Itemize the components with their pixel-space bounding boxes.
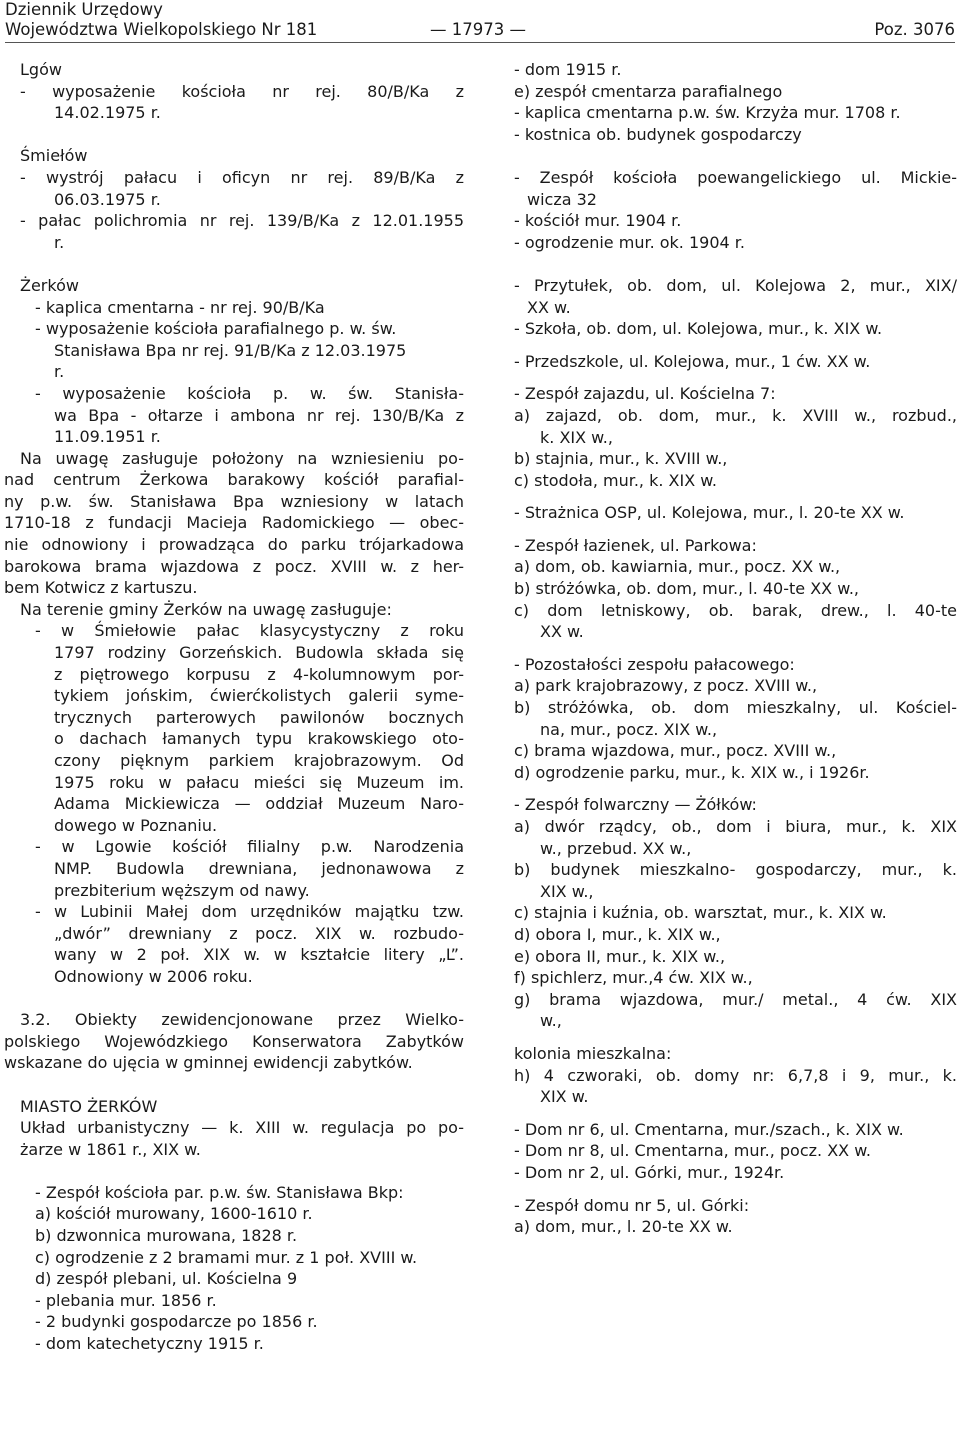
paragraph-spacer [514, 253, 957, 275]
paragraph-spacer [514, 145, 957, 167]
paragraph-spacer [514, 524, 957, 535]
text-line: - kaplica cmentarna p.w. św. Krzyża mur. 1708 r. [514, 103, 901, 123]
text-line: - Zespół zajazdu, ul. Kościelna 7: [514, 384, 776, 404]
text-line: barokowa brama wjazdowa z pocz. XVIII w. z her- [4, 556, 464, 576]
text-line: Adama Mickiewicza — oddział Muzeum Naro- [54, 794, 464, 814]
text-line: b) stajnia, mur., k. XVIII w., [514, 449, 728, 469]
text-line: - Dom nr 8, ul. Cmentarna, mur., pocz. XX w. [514, 1141, 871, 1161]
paragraph-spacer [4, 1074, 464, 1096]
text-line: - Pozostałości zespołu pałacowego: [514, 654, 795, 674]
text-line: - kostnica ob. budynek gospodarczy [514, 124, 802, 144]
text-line: prezbiterium węższym od nawy. [54, 880, 310, 900]
text-line: w., [540, 1011, 562, 1031]
text-line: bem Kotwicz z kartuszu. [4, 578, 198, 598]
text-line: Na terenie gminy Żerków na uwagę zasługuje: [20, 599, 392, 619]
text-line: Śmiełów [20, 146, 88, 166]
paragraph-spacer [4, 988, 464, 1010]
page-header [5, 0, 955, 43]
text-line: ny p.w. św. Stanisława Bpa wzniesiony w latach [4, 491, 464, 511]
text-line: - w Lubinii Małej dom urzędników majątku tzw. [35, 902, 464, 922]
text-line: - kaplica cmentarna - nr rej. 90/B/Ka [35, 297, 325, 317]
text-line: wa Bpa - ołtarze i ambona nr rej. 130/B/Ka z [54, 405, 464, 425]
paragraph-spacer [514, 372, 957, 383]
text-line: c) dom letniskowy, ob. barak, drew., l. 40-te [514, 600, 957, 620]
paragraph-spacer [514, 643, 957, 654]
text-line: wany w 2 poł. XIX w. w kształcie litery „L”. [54, 945, 464, 965]
text-line: 1710-18 z fundacji Macieja Radomickiego — obec- [4, 513, 464, 533]
text-line: 1797 rodziny Gorzeńskich. Budowla składa się [54, 643, 464, 663]
text-line: r. [54, 362, 65, 382]
text-line: - Dom nr 6, ul. Cmentarna, mur./szach., k. XIX w. [514, 1119, 904, 1139]
text-line: f) spichlerz, mur.,4 ćw. XIX w., [514, 968, 753, 988]
text-line: nad centrum Żerkowa barakowy kościół parafial- [4, 470, 464, 490]
text-line: XIX w., [540, 881, 594, 901]
text-line: dowego w Poznaniu. [54, 815, 218, 835]
paragraph-spacer [4, 253, 464, 275]
text-line: d) zespół plebani, ul. Kościelna 9 [35, 1269, 298, 1289]
text-line: a) park krajobrazowy, z pocz. XVIII w., [514, 676, 818, 696]
paragraph-spacer [514, 1184, 957, 1195]
text-line: o dachach łamanych typu krakowskiego oto- [54, 729, 464, 749]
text-line: a) dom, ob. kawiarnia, mur., pocz. XX w., [514, 557, 841, 577]
text-line: Żerków [20, 275, 79, 295]
text-line: - Przytułek, ob. dom, ul. Kolejowa 2, mur., XIX/ [514, 275, 957, 295]
text-line: a) kościół murowany, 1600-1610 r. [35, 1204, 313, 1224]
text-line: - wyposażenie kościoła nr rej. 80/B/Ka z [20, 81, 464, 101]
text-line: a) zajazd, ob. dom, mur., k. XVIII w., rozbud., [514, 405, 957, 425]
text-line: k. XIX w., [540, 427, 613, 447]
text-line: - w Lgowie kościół filialny p.w. Narodzenia [35, 837, 464, 857]
text-line: - Dom nr 2, ul. Górki, mur., 1924r. [514, 1162, 785, 1182]
text-line: e) zespół cmentarza parafialnego [514, 81, 783, 101]
text-line: 1975 roku w pałacu mieści się Muzeum im. [54, 772, 464, 792]
text-line: e) obora II, mur., k. XIX w., [514, 946, 726, 966]
text-line: a) dom, mur., l. 20-te XX w. [514, 1217, 733, 1237]
text-line: - dom katechetyczny 1915 r. [35, 1334, 264, 1354]
text-line: - Strażnica OSP, ul. Kolejowa, mur., l. 20-te XX w. [514, 503, 905, 523]
text-line: 3.2. Obiekty zewidencjonowane przez Wielko- [20, 1010, 464, 1030]
text-line: - 2 budynki gospodarcze po 1856 r. [35, 1312, 318, 1332]
paragraph-spacer [514, 1108, 957, 1119]
text-line: w., przebud. XX w., [540, 838, 692, 858]
text-line: MIASTO ŻERKÓW [20, 1096, 158, 1116]
text-line: XX w. [540, 622, 584, 642]
journal-region: Województwa Wielkopolskiego Nr 181 [5, 20, 318, 39]
text-line: Odnowiony w 2006 roku. [54, 966, 253, 986]
text-line: XIX w. [540, 1087, 589, 1107]
text-line: Na uwagę zasługuje położony na wzniesieniu po- [20, 448, 464, 468]
text-line: Lgów [20, 60, 62, 79]
text-line: d) obora I, mur., k. XIX w., [514, 924, 721, 944]
text-line: b) stróżówka, ob. dom mieszkalny, ul. Kościel- [514, 698, 957, 718]
text-line: - wystrój pałacu i oficyn nr rej. 89/B/Ka z [20, 167, 464, 187]
text-line: h) 4 czworaki, ob. domy nr: 6,7,8 i 9, mur., k. [514, 1065, 957, 1085]
text-line: r. [54, 232, 65, 252]
paragraph-spacer [514, 491, 957, 502]
text-line: żarze w 1861 r., XIX w. [20, 1139, 201, 1159]
text-line: z piętrowego korpusu z 4-kolumnowym por- [54, 664, 464, 684]
text-line: - plebania mur. 1856 r. [35, 1290, 217, 1310]
text-line: - wyposażenie kościoła parafialnego p. w. św. [35, 319, 397, 339]
paragraph-spacer [4, 1160, 464, 1182]
text-line: 11.09.1951 r. [54, 427, 161, 447]
paragraph-spacer [514, 340, 957, 351]
text-line: tykiem jońskim, ćwierćkolistych galerii syme- [54, 686, 464, 706]
text-line: polskiego Wojewódzkiego Konserwatora Zabytków [4, 1031, 464, 1051]
text-line: kolonia mieszkalna: [514, 1043, 672, 1063]
text-line: a) dwór rządcy, ob., dom i biura, mur., k. XIX [514, 817, 957, 836]
text-line: - Przedszkole, ul. Kolejowa, mur., 1 ćw. XX w. [514, 351, 871, 371]
page-number: — 17973 — [430, 20, 526, 39]
text-line: b) dzwonnica murowana, 1828 r. [35, 1226, 298, 1246]
text-line: Stanisława Bpa nr rej. 91/B/Ka z 12.03.1975 [54, 340, 407, 360]
position-number: Poz. 3076 [874, 20, 955, 39]
text-line: - Zespół domu nr 5, ul. Górki: [514, 1195, 750, 1215]
paragraph-spacer [514, 1032, 957, 1043]
text-line: - Zespół kościoła poewangelickiego ul. Mickie- [514, 167, 957, 187]
text-line: g) brama wjazdowa, mur./ metal., 4 ćw. XIX [514, 989, 957, 1009]
paragraph-spacer [4, 124, 464, 146]
text-line: - Zespół folwarczny — Żółków: [514, 795, 757, 815]
text-line: - kościół mur. 1904 r. [514, 211, 682, 231]
text-line: XX w. [527, 297, 571, 317]
text-line: wicza 32 [527, 189, 597, 209]
text-line: - Szkoła, ob. dom, ul. Kolejowa, mur., k. XIX w. [514, 319, 883, 339]
text-line: NMP. Budowla drewniana, jednonawowa z [54, 858, 464, 878]
text-line: 06.03.1975 r. [54, 189, 161, 209]
text-line: 14.02.1975 r. [54, 103, 161, 123]
text-line: b) stróżówka, ob. dom, mur., l. 40-te XX w., [514, 579, 860, 599]
text-line: c) brama wjazdowa, mur., pocz. XVIII w., [514, 741, 837, 761]
text-line: - Zespół kościoła par. p.w. św. Stanisława Bkp: [35, 1182, 404, 1202]
text-line: Układ urbanistyczny — k. XIII w. regulacja po po- [20, 1118, 464, 1138]
text-line: - dom 1915 r. [514, 60, 622, 79]
text-line: - w Śmiełowie pałac klasycystyczny z roku [35, 621, 464, 641]
text-line: trycznych parterowych pawilonów bocznych [54, 707, 464, 727]
text-line: na, mur., pocz. XIX w., [540, 719, 718, 739]
text-line: - pałac polichromia nr rej. 139/B/Ka z 12.01.1955 [20, 211, 464, 231]
text-line: wskazane do ujęcia w gminnej ewidencji zabytków. [4, 1053, 413, 1073]
text-line: c) stajnia i kuźnia, ob. warsztat, mur., k. XIX w. [514, 903, 887, 923]
text-line: czony pięknym parkiem krajobrazowym. Od [54, 751, 464, 770]
right-text-column [514, 59, 957, 1238]
left-text-column [4, 59, 464, 1355]
text-line: - Zespół łazienek, ul. Parkowa: [514, 535, 757, 555]
text-line: d) ogrodzenie parku, mur., k. XIX w., i 1926r. [514, 762, 870, 782]
text-line: - wyposażenie kościoła p. w. św. Stanisła- [35, 383, 464, 403]
text-line: c) stodoła, mur., k. XIX w. [514, 470, 717, 490]
text-line: b) budynek mieszkalno- gospodarczy, mur., k. [514, 860, 957, 880]
paragraph-spacer [514, 783, 957, 794]
text-line: c) ogrodzenie z 2 bramami mur. z 1 poł. XVIII w. [35, 1247, 418, 1267]
text-line: „dwór” drewniany z pocz. XIX w. rozbudo- [54, 923, 464, 943]
journal-title: Dziennik Urzędowy [5, 0, 163, 19]
text-line: nie odnowiony i prowadząca do parku trójarkadowa [4, 535, 464, 555]
text-line: - ogrodzenie mur. ok. 1904 r. [514, 232, 745, 252]
